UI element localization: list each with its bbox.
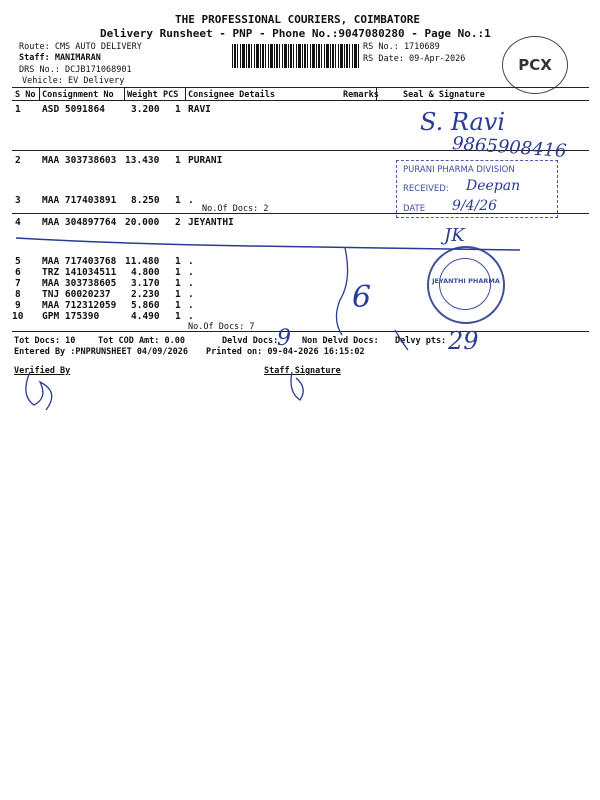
row-consignee: . (188, 278, 194, 289)
row-sno: 6 (15, 267, 21, 278)
col-seal: Seal & Signature (403, 90, 485, 100)
delvd-docs: Delvd Docs: (222, 336, 279, 346)
row-consignment: ASD 5091864 (42, 104, 105, 115)
row-consignment: TNJ 60020237 (42, 289, 111, 300)
row-consignee: . (188, 195, 194, 206)
entered-by: Entered By :PNPRUNSHEET 04/09/2026 (14, 347, 188, 357)
row-consignee: . (188, 267, 194, 278)
row-weight: 5.860 (131, 300, 160, 311)
row-weight: 3.170 (131, 278, 160, 289)
row-weight: 11.480 (125, 256, 160, 267)
row-consignment: MAA 712312059 (42, 300, 117, 311)
row-consignment: GPM 175390 (42, 311, 100, 322)
handwritten-signature: S. Ravi (420, 108, 506, 136)
handwritten-delvd-count: 9 (277, 326, 291, 351)
row-consignee: RAVI (188, 104, 211, 115)
row-sno: 1 (15, 104, 21, 115)
row-pcs: 1 (175, 256, 181, 267)
non-delvd-docs: Non Delvd Docs: (302, 336, 379, 346)
col-weight: Weight (127, 90, 158, 100)
route: Route: CMS AUTO DELIVERY (19, 42, 142, 52)
row-consignment: MAA 304897764 (42, 217, 117, 228)
row-consignee: . (188, 289, 194, 300)
row-sno: 5 (15, 256, 21, 267)
printed-on: Printed on: 09-04-2026 16:15:02 (206, 347, 365, 357)
company-title: THE PROFESSIONAL COURIERS, COIMBATORE (175, 13, 421, 26)
row-consignment: MAA 303738605 (42, 278, 117, 289)
col-remarks: Remarks (343, 90, 379, 100)
rs-number: RS No.: 1710689 (363, 42, 440, 52)
row-consignment: MAA 717403768 (42, 256, 117, 267)
runsheet-title: Delivery Runsheet - PNP - Phone No.:9047080280 - Page No.:1 (100, 27, 491, 40)
tot-docs: Tot Docs: 10 (14, 336, 76, 346)
col-pcs: PCS (163, 90, 179, 100)
row-pcs: 1 (175, 289, 181, 300)
row-weight: 20.000 (125, 217, 160, 228)
row-consignee: . (188, 300, 194, 311)
row-sno: 8 (15, 289, 21, 300)
row-weight: 2.230 (131, 289, 160, 300)
col-consignment: Consignment No (42, 90, 114, 100)
row-weight: 4.490 (131, 311, 160, 322)
row-consignee: PURANI (188, 155, 223, 166)
verified-by: Verified By (14, 366, 71, 376)
row-weight: 3.200 (131, 104, 160, 115)
handwritten-pts-count: 29 (448, 327, 479, 355)
vehicle: Vehicle: EV Delivery (22, 76, 125, 86)
row-pcs: 1 (175, 267, 181, 278)
delvy-pts: Delvy pts: (395, 336, 447, 346)
handwritten-stamp-date: 9/4/26 (452, 198, 498, 214)
rs-date: RS Date: 09-Apr-2026 (363, 54, 466, 64)
row-pcs: 1 (175, 278, 181, 289)
tot-cod: Tot COD Amt: 0.00 (98, 336, 185, 346)
row-sno: 4 (15, 217, 21, 228)
row-sno: 7 (15, 278, 21, 289)
row-sno: 2 (15, 155, 21, 166)
row-consignment: MAA 303738603 (42, 155, 117, 166)
docs-note: No.Of Docs: 7 (188, 322, 255, 332)
docs-note: No.Of Docs: 2 (202, 204, 269, 214)
drs-number: DRS No.: DCJB171068901 (19, 65, 132, 75)
row-sno: 10 (12, 311, 24, 322)
staff: Staff: MANIMARAN (19, 53, 101, 63)
row-weight: 4.800 (131, 267, 160, 278)
row-pcs: 2 (175, 217, 181, 228)
stamp-date-label: DATE (403, 204, 426, 214)
stamp-received-label: RECEIVED: (403, 184, 449, 194)
row-weight: 8.250 (131, 195, 160, 206)
row-consignee: . (188, 256, 194, 267)
handwritten-received-name: Deepan (466, 178, 521, 194)
row-sno: 3 (15, 195, 21, 206)
handwritten-jeyanthi-mark: JK (444, 225, 465, 246)
col-consignee: Consignee Details (188, 90, 275, 100)
row-consignee: . (188, 311, 194, 322)
pcx-logo-text: PCX (518, 56, 552, 74)
seal-text: JEYANTHI PHARMA (432, 277, 500, 285)
row-pcs: 1 (175, 300, 181, 311)
stamp-title: PURANI PHARMA DIVISION (403, 165, 515, 175)
col-sno: S No (15, 90, 36, 100)
row-pcs: 1 (175, 195, 181, 206)
row-pcs: 1 (175, 155, 181, 166)
handwritten-margin-count: 6 (352, 280, 372, 315)
row-pcs: 1 (175, 104, 181, 115)
row-pcs: 1 (175, 311, 181, 322)
row-weight: 13.430 (125, 155, 160, 166)
staff-signature-label: Staff Signature (264, 366, 341, 376)
row-consignment: TRZ 141034511 (42, 267, 117, 278)
row-consignment: MAA 717403891 (42, 195, 117, 206)
handwritten-phone: 9865908416 (451, 133, 568, 162)
row-sno: 9 (15, 300, 21, 311)
row-consignee: JEYANTHI (188, 217, 234, 228)
